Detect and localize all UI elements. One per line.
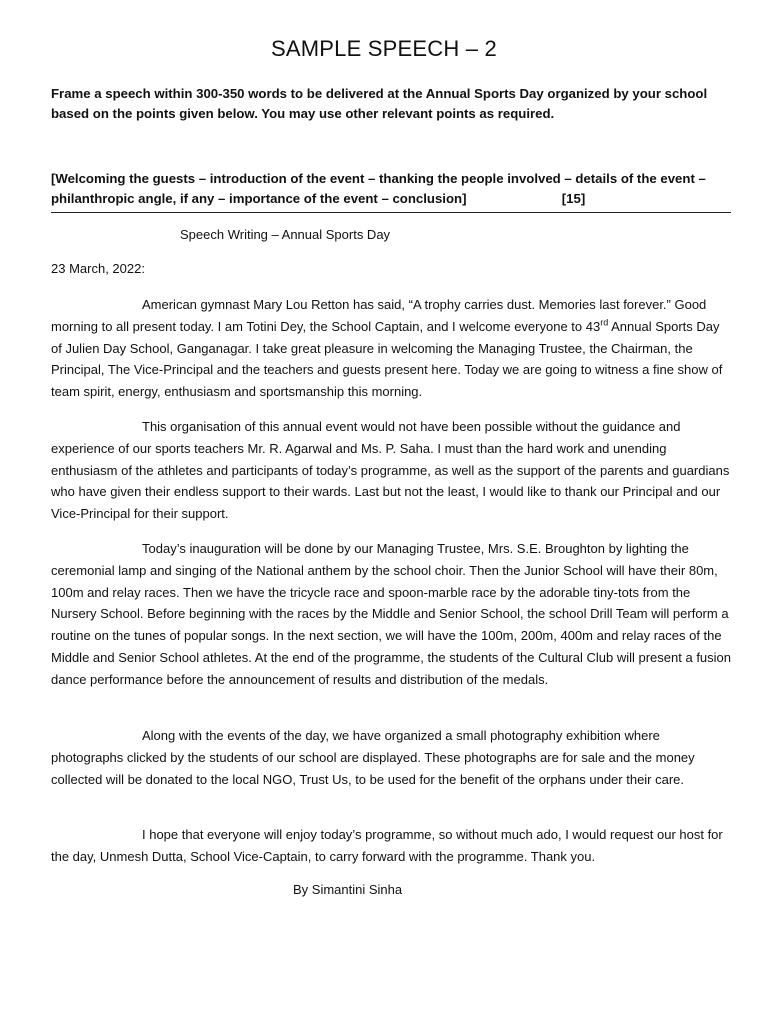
paragraph-thanks: This organisation of this annual event would not have been possible without the guidance and experience of our sports teachers Mr. R. Agarwal and Ms. P. Saha. I must than the hard work and unending enthusiasm of the athletes and participants of today’s programme, as well as the support of the parents and guardians who have given their endless support to their wards. Last but not the least, I would like to thank our Principal and our Vice-Principal for their support. bbox=[51, 419, 730, 522]
speech-date: 23 March, 2022: bbox=[51, 261, 145, 276]
points-text: [Welcoming the guests – introduction of the event – thanking the people involved – details of the event – philanthropic angle, if any – importance of the event – conclusion] bbox=[51, 171, 706, 206]
paragraph-philanthropy: Along with the events of the day, we have organized a small photography exhibition where photographs clicked by the students of our school are displayed. These photographs are for sale and the money collected will be donated to the local NGO, Trust Us, to be used for the benefit of the orphans under their care. bbox=[51, 728, 695, 787]
marks-wrap bbox=[470, 191, 585, 206]
paragraph-opening-part1: American gymnast Mary Lou Retton has said, “A trophy carries dust. Memories last forever.” Good morning to all present today. I am Totini Dey, the School Captain, and I welcome everyone to 43 bbox=[51, 297, 707, 334]
author-byline: By Simantini Sinha bbox=[293, 882, 403, 897]
marks-label: [15] bbox=[561, 191, 586, 206]
speech-title: Speech Writing – Annual Sports Day bbox=[180, 227, 391, 242]
horizontal-divider bbox=[51, 212, 731, 213]
paragraph-opening-part2: Annual Sports Day of Julien Day School, Ganganagar. I take great pleasure in welcoming the Managing Trustee, the Chairman, the Principal, The Vice-Principal and the teachers and guests present here. Today we are going to witness a fine show of team spirit, energy, enthusiasm and sportsmanship this morning. bbox=[51, 318, 723, 400]
paragraph-event-details: Today’s inauguration will be done by our Managing Trustee, Mrs. S.E. Broughton by lighting the ceremonial lamp and singing of the National anthem by the school choir. Then the Junior School will have their 80m, 100m and relay races. Then we have the tricycle race and spoon-marble race by the adorable tiny-tots from the Nursery School. Before beginning with the races by the Middle and Senior School, the school Drill Team will perform a routine on the tunes of popular songs. In the next section, we will have the 100m, 200m, 400m and relay races of the Middle and Senior School athletes. At the end of the programme, the students of the Cultural Club will present a fusion dance performance before the announcement of results and distribution of the medals. bbox=[51, 541, 732, 687]
document-title: SAMPLE SPEECH – 2 bbox=[271, 36, 497, 61]
points-prompt bbox=[51, 169, 731, 209]
paragraph-opening bbox=[51, 294, 733, 403]
paragraph-conclusion: I hope that everyone will enjoy today’s programme, so without much ado, I would request our host for the day, Unmesh Dutta, School Vice-Captain, to carry forward with the programme. Thank you. bbox=[51, 827, 723, 864]
question-prompt: Frame a speech within 300-350 words to be delivered at the Annual Sports Day organized by your school based on the points given below. You may use other relevant points as required. bbox=[51, 86, 708, 121]
ordinal-superscript: rd bbox=[600, 317, 609, 328]
